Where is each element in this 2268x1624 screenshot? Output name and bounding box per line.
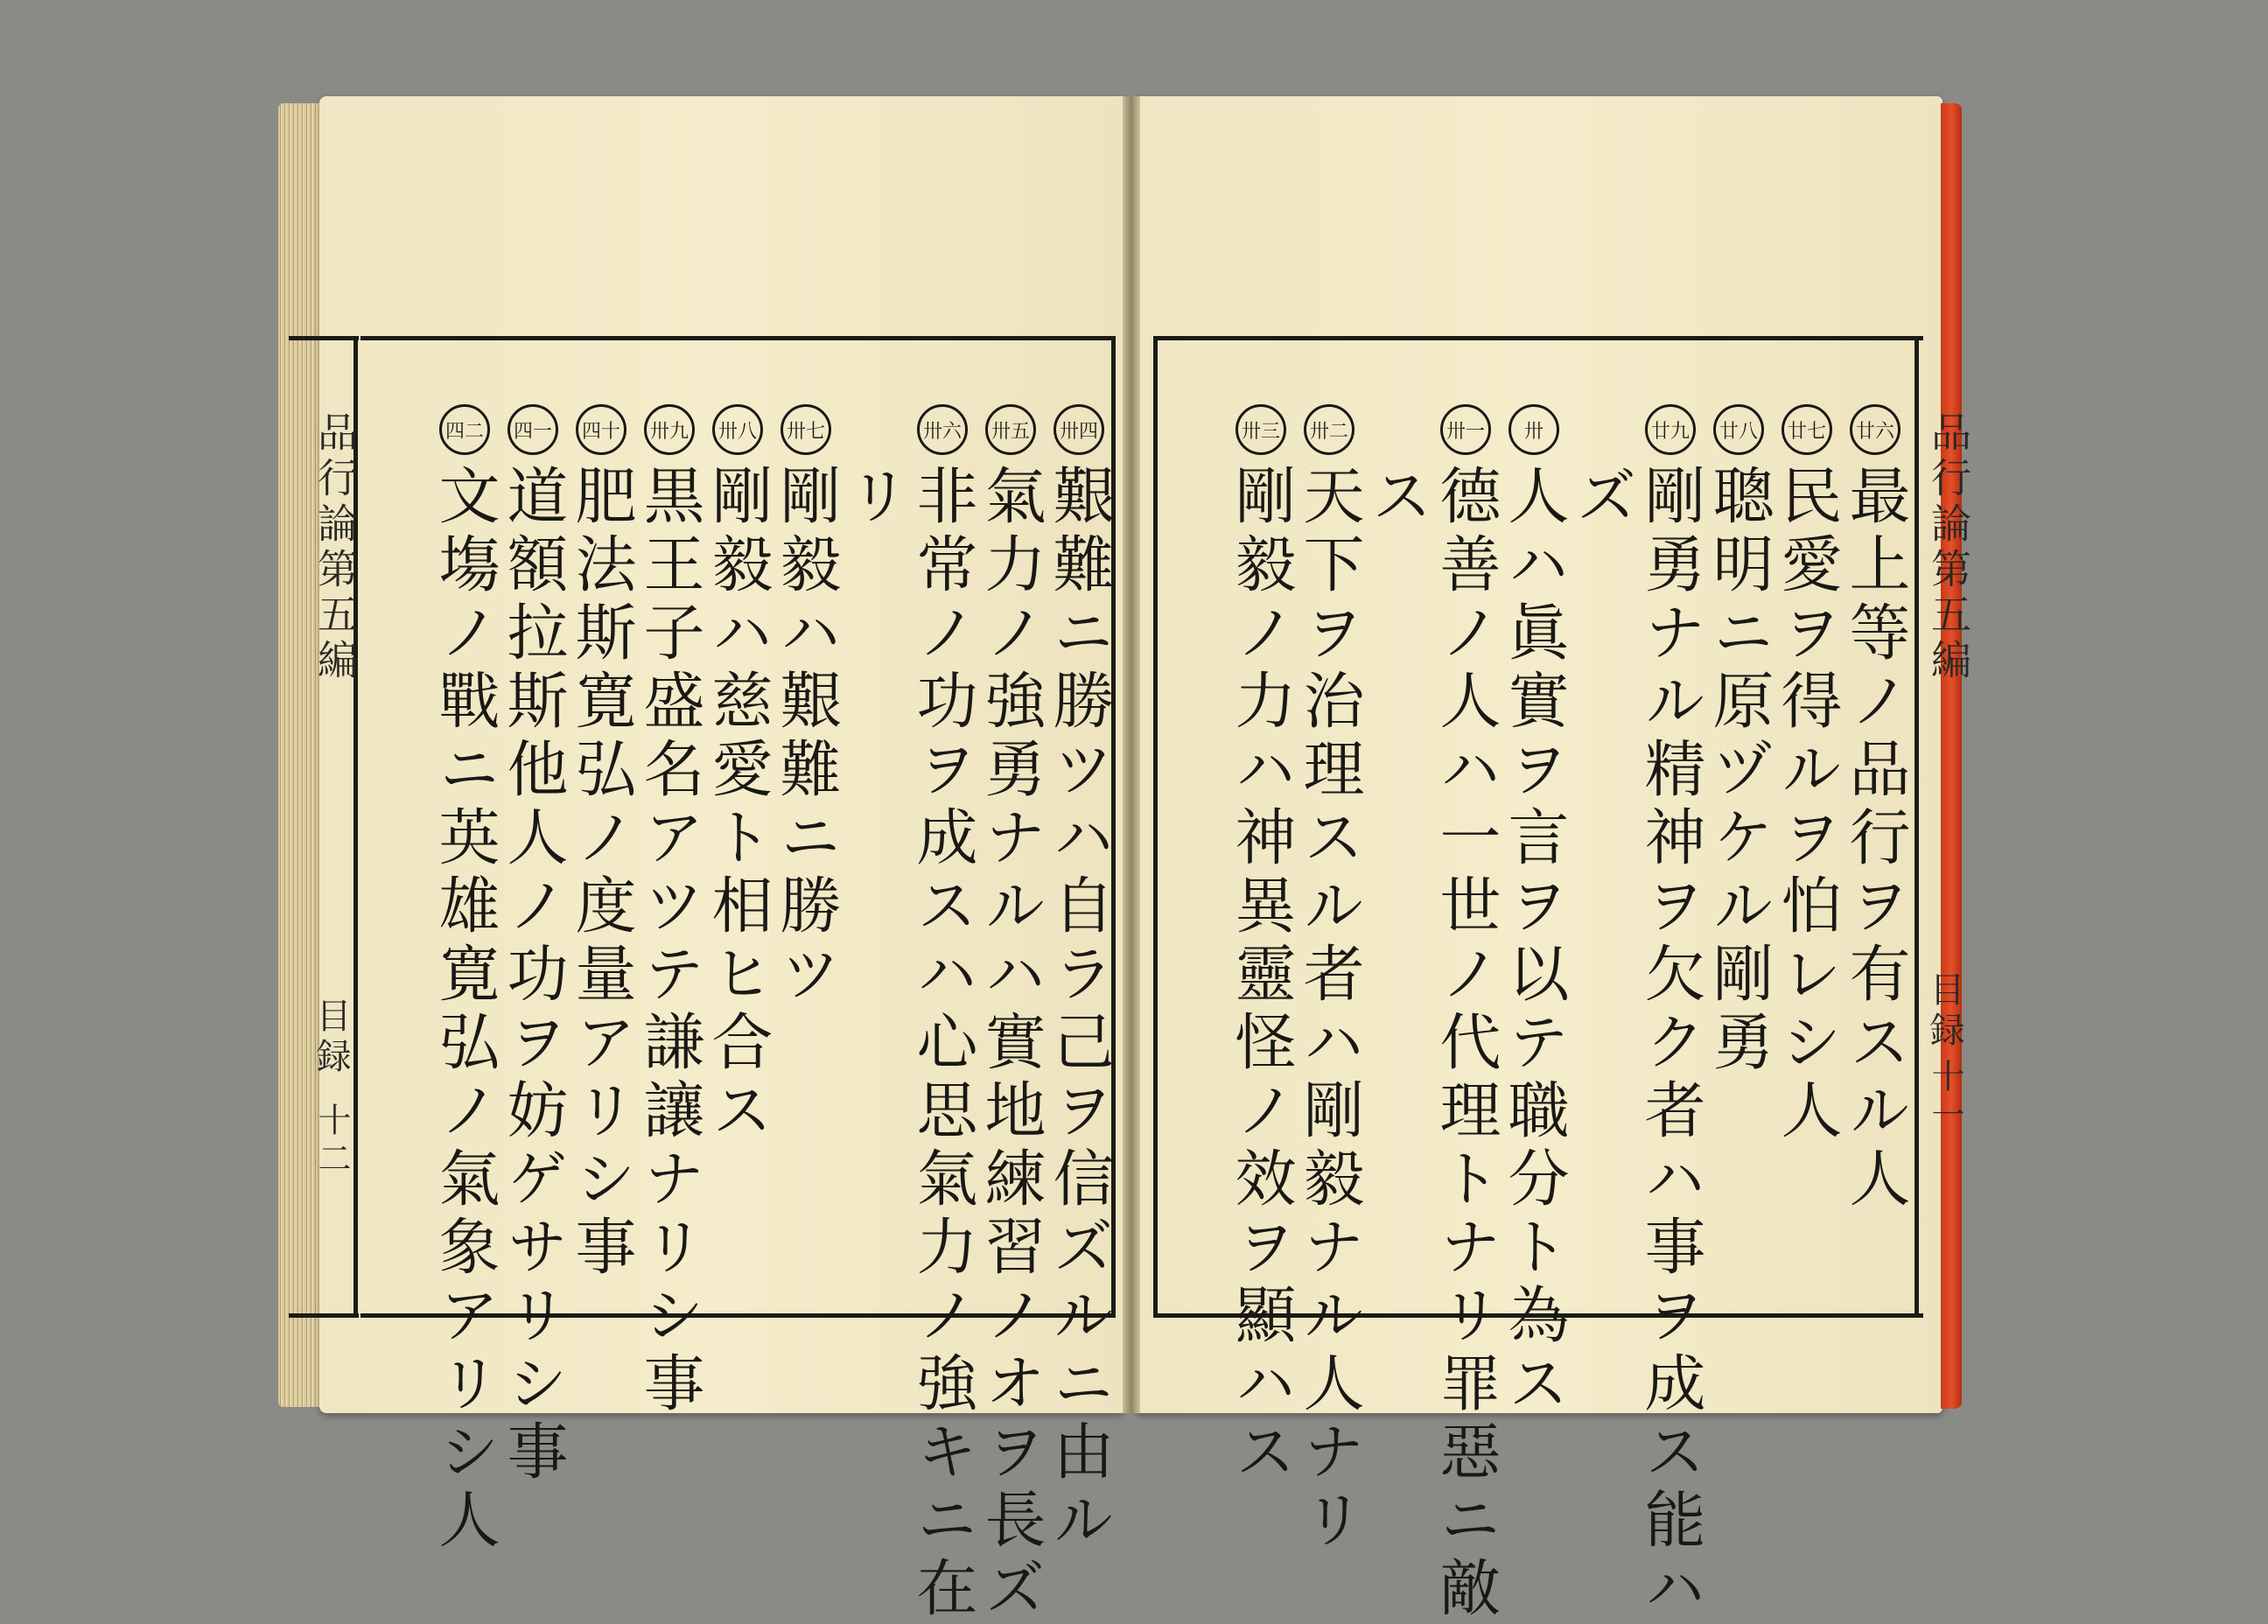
entry-text: 人ハ眞實ヲ言ヲ以テ職分ト為ス	[1498, 464, 1570, 1419]
entry-number: 廿八	[1713, 404, 1764, 455]
entry-text: 德善ノ人ハ一世ノ代理トナリ罪惡ニ敵	[1430, 464, 1502, 1624]
entry-number: 廿九	[1645, 404, 1696, 455]
entry-number: 卅四	[1054, 404, 1104, 455]
entry-text: 道額拉斯他人ノ功ヲ妨ゲサリシ事	[497, 464, 569, 1488]
entry-text: 最上等ノ品行ヲ有スル人	[1839, 464, 1911, 1214]
toc-entry	[1498, 404, 1570, 1419]
entry-text: 聰明ニ原ヅケル剛勇	[1703, 464, 1774, 1078]
right-section-label: 目録	[1924, 971, 1964, 1052]
right-margin-rule	[1914, 336, 1919, 1318]
toc-entry	[1293, 404, 1365, 1556]
left-bottom-rule	[289, 1313, 359, 1318]
entry-number: 廿七	[1782, 404, 1832, 455]
toc-entry	[634, 404, 705, 1419]
entry-number: 卅七	[780, 404, 831, 455]
toc-entry	[1703, 404, 1774, 1078]
left-section-label: 目録	[311, 998, 351, 1078]
entry-number: 卅八	[712, 404, 763, 455]
toc-entry	[565, 404, 637, 1283]
entry-text: リ	[838, 464, 910, 532]
entry-text: 剛毅ハ慈愛ト相ヒ合ス	[702, 464, 774, 1146]
toc-entry	[497, 404, 569, 1488]
toc-entry	[429, 404, 500, 1556]
toc-entry	[975, 404, 1046, 1624]
entry-number: 四二	[439, 404, 490, 455]
entry-number: 卅	[1508, 404, 1559, 455]
entry-number: 卅二	[1304, 404, 1354, 455]
toc-entry	[1043, 404, 1115, 1556]
entry-text: 非常ノ功ヲ成スハ心思氣力ノ強キニ在	[906, 464, 978, 1624]
entry-text: 天下ヲ治理スル者ハ剛毅ナル人ナリ	[1293, 464, 1365, 1556]
toc-entry	[906, 404, 978, 1624]
entry-number: 卅三	[1236, 404, 1286, 455]
book-gutter	[1123, 96, 1140, 1413]
left-margin-title: 品行論第五編	[312, 411, 359, 684]
entry-text: 氣力ノ強勇ナルハ實地練習ノオヲ長ズ	[975, 464, 1046, 1624]
toc-entry-continuation	[838, 464, 910, 532]
toc-entry	[1430, 404, 1502, 1624]
entry-text: ス	[1362, 464, 1433, 532]
entry-number: 卅九	[644, 404, 695, 455]
left-top-rule	[289, 336, 359, 340]
red-cover-edge	[1941, 103, 1962, 1409]
right-page-number: 十一	[1926, 1059, 1964, 1136]
entry-text: 剛勇ナル精神ヲ欠ク者ハ事ヲ成ス能ハ	[1634, 464, 1706, 1624]
left-page-number: 十二	[312, 1102, 351, 1180]
toc-entry	[1225, 404, 1297, 1488]
toc-entry	[702, 404, 774, 1146]
entry-text: 黒王子盛名アツテ謙讓ナリシ事	[634, 464, 705, 1419]
toc-entry	[770, 404, 842, 1010]
toc-entry	[1771, 404, 1843, 1146]
entry-number: 卅五	[985, 404, 1036, 455]
entry-number: 廿六	[1850, 404, 1900, 455]
toc-entry-continuation	[1362, 464, 1433, 532]
entry-text: ズ	[1566, 464, 1638, 532]
entry-number: 卅一	[1440, 404, 1491, 455]
entry-text: 肥法斯寛弘ノ度量アリシ事	[565, 464, 637, 1283]
entry-text: 剛毅ノ力ハ神異靈怪ノ效ヲ顯ハス	[1225, 464, 1297, 1488]
entry-text: 民愛ヲ得ルヲ怕レシ人	[1771, 464, 1843, 1146]
entry-text: 文塲ノ戰ニ英雄寛弘ノ氣象アリシ人	[429, 464, 500, 1556]
entry-number: 四一	[508, 404, 558, 455]
entry-number: 卅六	[917, 404, 968, 455]
entry-text: 艱難ニ勝ツハ自ラ己ヲ信ズルニ由ル	[1043, 464, 1115, 1556]
right-margin-title: 品行論第五編	[1925, 411, 1972, 684]
toc-entry	[1839, 404, 1911, 1214]
toc-entry-continuation	[1566, 464, 1638, 532]
entry-text: 剛毅ハ艱難ニ勝ツ	[770, 464, 842, 1010]
toc-entry	[1634, 404, 1706, 1624]
entry-number: 四十	[576, 404, 626, 455]
